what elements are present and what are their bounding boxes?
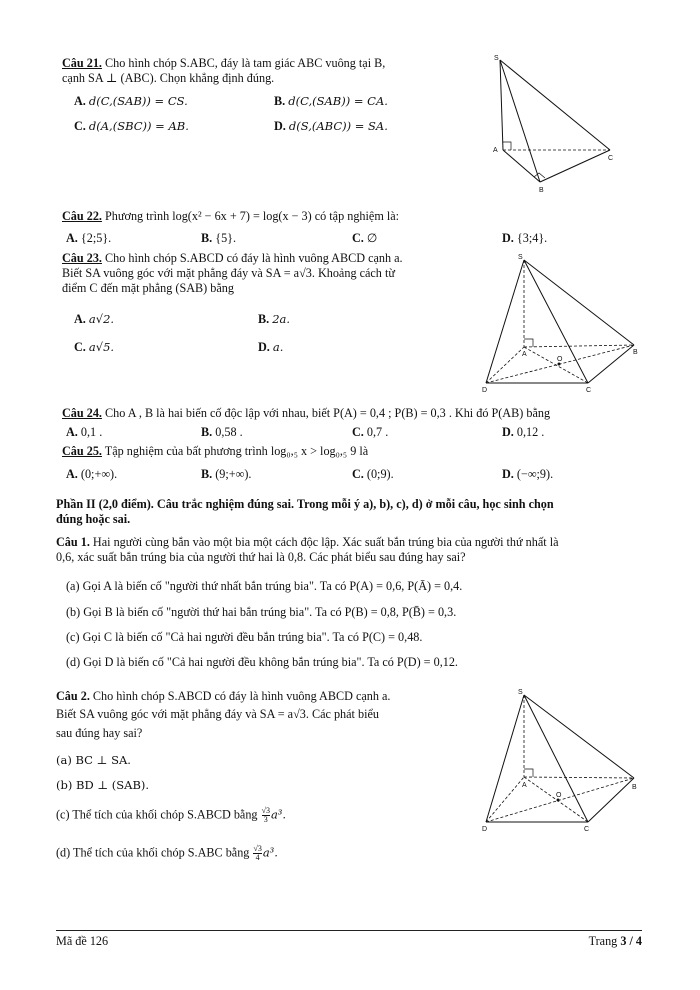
q23-option-d[interactable]: D. a.: [258, 340, 284, 354]
p2q2-label-a: A: [522, 782, 527, 789]
q21-label-a: A: [493, 147, 498, 154]
p2q1-stem2: 0,6, xác suất bắn trúng bia của người thứ hai là 0,8. Các phát biểu sau đúng hay sai?: [56, 550, 466, 564]
q23-pyramid-figure: [478, 250, 648, 395]
q24-option-a[interactable]: A. 0,1 .: [66, 425, 103, 439]
p2q2-stem1: Cho hình chóp S.ABCD có đáy là hình vuông ABCD cạnh a.: [92, 689, 391, 703]
q23-option-a[interactable]: A. a√2.: [74, 312, 115, 326]
q23-stem1: Cho hình chóp S.ABCD có đáy là hình vuông ABCD cạnh a.: [105, 251, 403, 265]
q21-label-b: B: [539, 187, 544, 194]
q22-option-d[interactable]: D. {3;4}.: [502, 231, 548, 245]
p2q2-label-d: D: [482, 826, 488, 833]
p2q2-statement-c[interactable]: (c) Thể tích của khối chóp S.ABCD bằng $\frac{√3}{3}$ a³.: [56, 806, 287, 824]
q24-stem-line: [62, 406, 550, 421]
q24-option-d[interactable]: D. 0,12 .: [502, 425, 545, 439]
q21-label-s: S: [494, 55, 499, 62]
footer-divider: [56, 930, 642, 931]
p2q2-c-fraction: $\frac{√3}{3}$: [261, 806, 270, 824]
q23-label-s: S: [518, 254, 523, 261]
p2q1-stem1: Hai người cùng bắn vào một bia một cách độc lập. Xác suất bắn trúng bia của người thứ nhất là: [92, 535, 559, 549]
p2q2-stem3: sau đúng hay sai?: [56, 726, 143, 740]
footer-exam-code: Mã đề 126: [56, 934, 109, 948]
q23-label-c: C: [586, 387, 592, 394]
q22-stem: Phương trình log(x² − 6x + 7) = log(x − 3) có tập nghiệm là:: [105, 209, 400, 223]
q24-stem: Cho A , B là hai biến cố độc lập với nhau, biết P(A) = 0,4 ; P(B) = 0,3 . Khi đó P(AB) bằng: [105, 406, 551, 420]
q22-label: Câu 22.: [62, 209, 102, 223]
p2q2-statement-b[interactable]: (b) BD ⊥ (SAB).: [56, 778, 150, 792]
q25-stem-line: [62, 444, 368, 459]
footer-page-number: Trang 3 / 4: [588, 934, 642, 948]
p2q1-statement-a[interactable]: (a) Gọi A là biến cố "người thứ nhất bắn trúng bia". Ta có P(A) = 0,6, P(Ā) = 0,4.: [66, 579, 463, 593]
q23-stem3: điểm C đến mặt phẳng (SAB) bằng: [62, 281, 234, 295]
p2q2-label: Câu 2.: [56, 689, 90, 703]
p2q2-label-b: B: [632, 784, 637, 791]
p2q2-statement-d[interactable]: (d) Thể tích của khối chóp S.ABC bằng $\frac{√3}{4}$ a³.: [56, 844, 278, 862]
q22-option-c[interactable]: C. ∅: [352, 231, 378, 245]
q23-label: Câu 23.: [62, 251, 102, 265]
q23-label-d: D: [482, 387, 488, 394]
q23-stem2: Biết SA vuông góc với mặt phẳng đáy và SA = a√3. Khoảng cách từ: [62, 266, 395, 280]
q22-option-a[interactable]: A. {2;5}.: [66, 231, 112, 245]
q25-option-b[interactable]: B. (9;+∞).: [201, 467, 252, 481]
part2-heading-line1: Phần II (2,0 điểm). Câu trắc nghiệm đúng sai. Trong mỗi ý a), b), c), d) ở mỗi câu, học sinh chọn: [56, 497, 554, 511]
p2q1-label: Câu 1.: [56, 535, 90, 549]
q25-stem: Tập nghiệm của bất phương trình log₀,₅ x > log₀,₅ 9 là: [104, 444, 369, 458]
p2q2-stem-line1: [56, 689, 390, 704]
q21-stem1: Cho hình chóp S.ABC, đáy là tam giác ABC vuông tại B,: [105, 56, 386, 70]
q24-label: Câu 24.: [62, 406, 102, 420]
q25-option-a[interactable]: A. (0;+∞).: [66, 467, 118, 481]
p2q2-d-fraction: $\frac{√3}{4}$: [253, 844, 262, 862]
q22-option-b[interactable]: B. {5}.: [201, 231, 237, 245]
q21-stem-line1: [62, 56, 385, 71]
q21-label-c: C: [608, 155, 614, 162]
q21-option-a[interactable]: A. d(C,(SAB)) = CS.: [74, 94, 188, 108]
q23-option-b[interactable]: B. 2a.: [258, 312, 291, 326]
p2q2-label-c: C: [584, 826, 590, 833]
p2q2-label-s: S: [518, 689, 523, 696]
q24-option-c[interactable]: C. 0,7 .: [352, 425, 389, 439]
p2q1-stem-line1: [56, 535, 559, 550]
p2q2-label-o: O: [556, 792, 562, 799]
p2q2-stem2: Biết SA vuông góc với mặt phẳng đáy và SA = a√3. Các phát biểu: [56, 707, 379, 721]
q21-label: Câu 21.: [62, 56, 102, 70]
q25-option-c[interactable]: C. (0;9).: [352, 467, 394, 481]
q21-pyramid-figure: [488, 52, 618, 197]
q22-stem-line: [62, 209, 399, 224]
q23-label-b: B: [633, 349, 638, 356]
q21-option-c[interactable]: C. d(A,(SBC)) = AB.: [74, 119, 189, 133]
p2q1-statement-b[interactable]: (b) Gọi B là biến cố "người thứ hai bắn trúng bia". Ta có P(B) = 0,8, P(B̄) = 0,3.: [66, 605, 457, 619]
q21-stem2: cạnh SA ⊥ (ABC). Chọn khẳng định đúng.: [62, 71, 275, 85]
q25-option-d[interactable]: D. (−∞;9).: [502, 467, 554, 481]
q23-option-c[interactable]: C. a√5.: [74, 340, 115, 354]
q21-option-d[interactable]: D. d(S,(ABC)) = SA.: [274, 119, 388, 133]
part2-heading-line2: đúng hoặc sai.: [56, 512, 131, 526]
q23-label-a: A: [522, 351, 527, 358]
q23-stem-line1: [62, 251, 403, 266]
q24-option-b[interactable]: B. 0,58 .: [201, 425, 243, 439]
p2q1-statement-c[interactable]: (c) Gọi C là biến cố "Cả hai người đều bắn trúng bia". Ta có P(C) = 0,48.: [66, 630, 423, 644]
p2q1-statement-d[interactable]: (d) Gọi D là biến cố "Cả hai người đều không bắn trúng bia". Ta có P(D) = 0,12.: [66, 655, 458, 669]
p2q2-pyramid-figure: [478, 685, 648, 835]
q25-label: Câu 25.: [62, 444, 102, 458]
q23-label-o: O: [557, 356, 563, 363]
q21-option-b[interactable]: B. d(C,(SAB)) = CA.: [274, 94, 388, 108]
p2q2-statement-a[interactable]: (a) BC ⊥ SA.: [56, 753, 131, 767]
